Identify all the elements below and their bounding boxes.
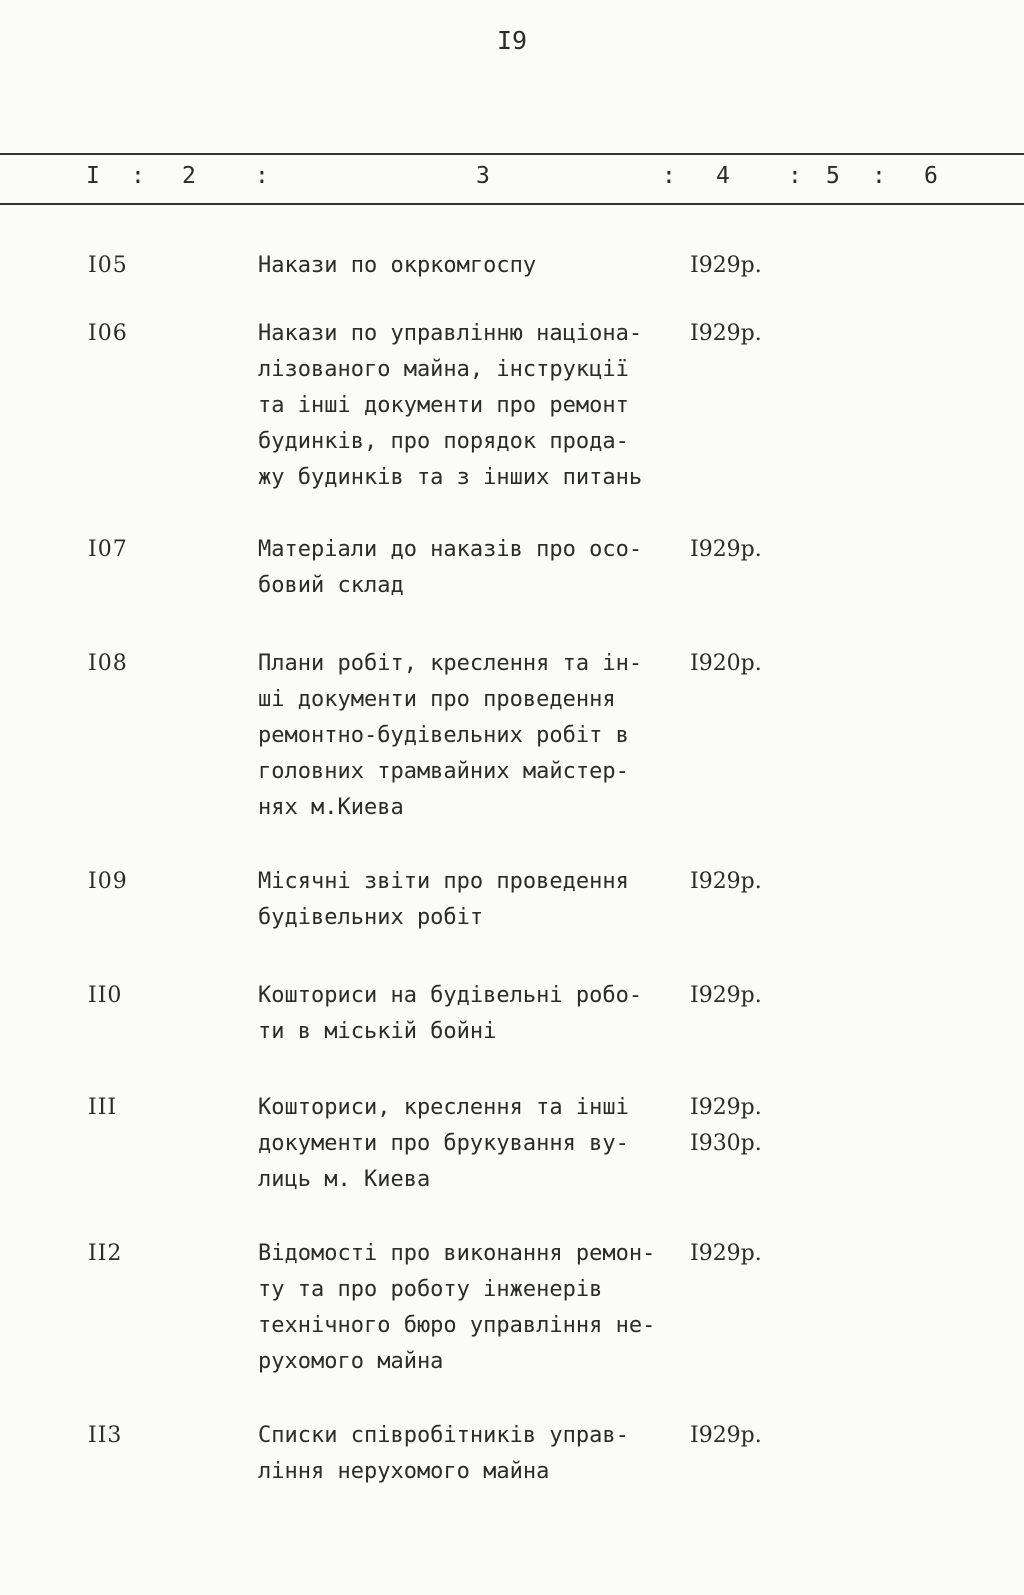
- entry-description: Списки співробітників управ- ління нерухомого майна: [258, 1423, 629, 1484]
- page-number: I9: [496, 26, 528, 55]
- column-separator: :: [131, 163, 145, 189]
- column-separator: :: [788, 163, 802, 189]
- entry-year: I929р. I930р.: [690, 1095, 762, 1156]
- entry-number: I07: [88, 537, 128, 562]
- entry-number: I08: [88, 651, 128, 676]
- column-separator: :: [255, 163, 269, 189]
- column-number-6: 6: [924, 163, 938, 189]
- table-header-top-rule: [0, 153, 1024, 155]
- entry-description: Накази по окркомгоспу: [258, 253, 537, 278]
- column-number-2: 2: [182, 163, 196, 189]
- entry-number: II2: [88, 1241, 123, 1266]
- entry-year: I929р.: [690, 983, 762, 1008]
- column-number-4: 4: [716, 163, 730, 189]
- entry-description: Кошториси на будівельні робо- ти в міській бойні: [258, 983, 643, 1044]
- entry-number: I06: [88, 321, 128, 346]
- entry-description: Накази по управлінню націона- лізованого майна, інструкції та інші документи про ремонт будинків, про порядок прода- жу будинків та з інших питань: [258, 321, 643, 490]
- entry-year: I920р.: [690, 651, 762, 676]
- entry-description: Матеріали до наказів про осо- бовий склад: [258, 537, 643, 598]
- entry-description: Плани робіт, креслення та ін- ші документи про проведення ремонтно-будівельних робіт в головних трамвайних майстер- нях м.Киева: [258, 651, 643, 820]
- column-separator: :: [872, 163, 886, 189]
- entry-number: II3: [88, 1423, 123, 1448]
- entry-number: I05: [88, 253, 128, 278]
- column-separator: :: [662, 163, 676, 189]
- entry-year: I929р.: [690, 1423, 762, 1448]
- entry-description: Відомості про виконання ремон- ту та про роботу інженерів технічного бюро управління не- рухомого майна: [258, 1241, 656, 1374]
- entry-number: II0: [88, 983, 123, 1008]
- entry-description: Місячні звіти про проведення будівельних робіт: [258, 869, 629, 930]
- entry-number: III: [88, 1095, 118, 1120]
- column-number-5: 5: [826, 163, 840, 189]
- column-number-3: 3: [476, 163, 490, 189]
- entry-year: I929р.: [690, 869, 762, 894]
- entry-year: I929р.: [690, 321, 762, 346]
- entry-year: I929р.: [690, 537, 762, 562]
- entry-number: I09: [88, 869, 128, 894]
- entry-year: I929р.: [690, 1241, 762, 1266]
- entry-description: Кошториси, креслення та інші документи про брукування ву- лиць м. Киева: [258, 1095, 629, 1192]
- column-number-1: I: [86, 163, 100, 189]
- entry-year: I929р.: [690, 253, 762, 278]
- table-header-bottom-rule: [0, 203, 1024, 205]
